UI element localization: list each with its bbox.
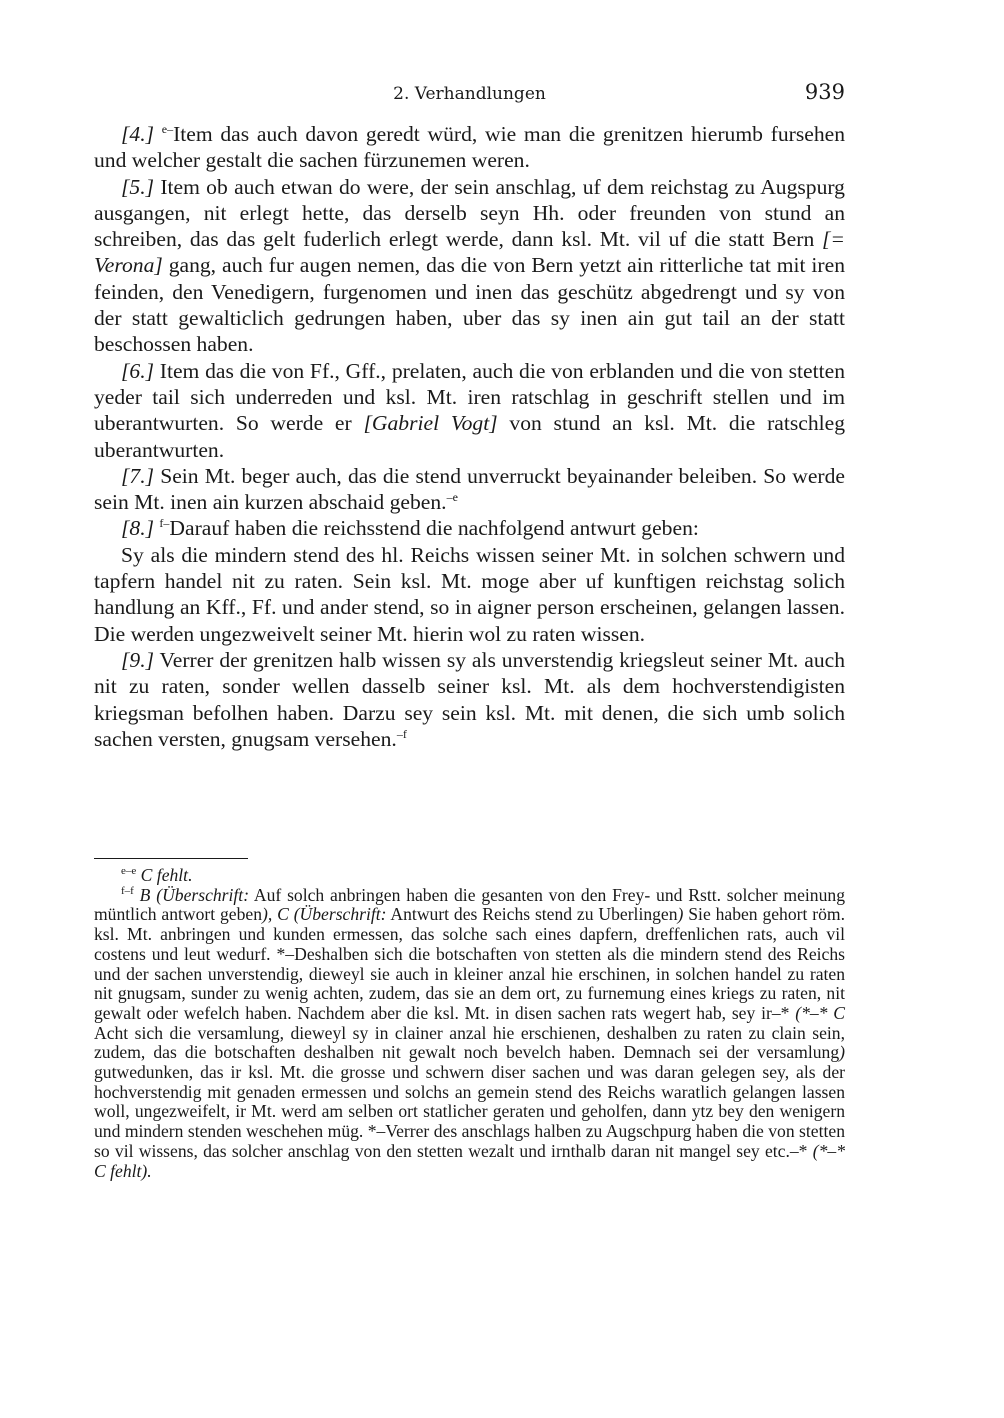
footnote-bracket: ) [839,1042,845,1063]
footnote-bracket: ) [677,904,684,925]
paragraph-text: Item das auch davon geredt würd, wie man die grenitzen hierumb fursehen und welcher gestalt die sachen fürzunemen weren. [94,122,845,173]
footnote-source: ), C (Überschrift: [262,904,387,925]
editorial-insertion: [Gabriel Vogt] [363,411,498,436]
paragraph-number: [6.] [121,358,155,383]
paragraph-4 [94,121,845,174]
variant-mark-close: –e [446,489,458,504]
paragraph-number: [9.] [121,647,155,672]
footnote-source: (*–* C fehlt). [94,1140,845,1181]
editorial-insertion: [= Verona] [94,227,845,278]
page-header [94,80,845,110]
footnote-text: Antwurt des Reichs stend zu Uberlingen [390,904,678,925]
paragraph-text: gang, auch fur augen nemen, das die von Bern yetzt ain ritterliche tat mit iren feinden, den Venedigern, furgenomen und inen das geschütz abgedrengt und sy von der statt gewalticlich gedrungen haben, uber das sy inen ain gut tail an der statt beschossen haben. [94,253,845,357]
main-text [94,121,845,752]
paragraph-6 [94,358,845,463]
footnote-source: B (Überschrift: [139,884,250,905]
footnote-text: Auf solch anbringen haben die gesanten von den Frey- und Rstt. solcher meinung müntlich antwort geben [94,884,845,925]
footnotes [94,866,845,1181]
variant-mark-open: e– [161,121,174,136]
paragraph-9 [94,647,845,752]
paragraph-text: Darauf haben die reichsstend die nachfolgend antwurt geben: [169,516,699,541]
footnote-text: Acht sich die versamlung, dieweyl sy in clainer anzal hie erschienen, deshalben zu raten zu clain sein, zudem, das die botschaften deshalben nit gewalt noch bevelch haben. Demnach sei der versamlung [94,1022,845,1063]
footnote-text: gutwedunken, das ir ksl. Mt. die grosse und schwern diser sachen und was daran gelegen sey, als der hochverstendig mit genaden ermessen und solchs an gemein stend des Reichs waratlich gelangen lassen woll, ungezweifelt, ir Mt. werd am selben ort statlicher geraten und geholfen, dann ytz bey den wenigern und mindern stenden weschehen müg. *–Verrer des anschlags halben zu Augschpurg haben die von stetten so vil wissens, das solcher anschlag von den stetten wezalt und irnthalb daran nit mangel sey etc.–* [94,1062,845,1161]
variant-mark-open: f– [159,516,170,531]
footnote-separator [94,858,248,859]
paragraph-text: Sein Mt. beger auch, das die stend unverruckt beyainander beleiben. So werde sein Mt. inen ain kurzen abschaid geben. [94,463,845,515]
paragraph-7 [94,463,845,516]
footnote-mark: f–f [121,884,134,897]
paragraph-text: Item das die von Ff., Gff., prelaten, auch die von erblanden und die von stetten yeder tail sich underreden und ksl. Mt. iren ratschlag in geschrift stellen und im uberantwurten. So werde er [94,358,845,436]
paragraph-5 [94,174,845,358]
footnote-mark: e–e [121,865,137,878]
paragraph-number: [8.] [121,516,155,541]
footnote-text: Sie haben gehort röm. ksl. Mt. anbringen und kunden ermessen, das solche sach eines dapfern, dreffenlichen rats, auch vil costens und leut wedurf. *–Deshalben sich die botschaften von stetten als die mindern stend des Reichs und der sachen unverstendig, dieweyl sie auch in kleiner anzal hie erschinen, in solchen handel zu raten nit gnugsam, sunder zu wenig achten, zudem, das sie an dem ort, zu furnemung eines kriegs zu raten, nit gewalt oder wefelch haben. Nachdem aber die ksl. Mt. in disen sachen rats wegert hab, sey ir–* [94,904,845,1023]
paragraph-text: Verrer der grenitzen halb wissen sy als unverstendig kriegsleut seiner Mt. auch nit zu raten, sonder wellen dasselb seiner ksl. Mt. als dem hochverstendigisten kriegsman befolhen haben. Darzu sey sein ksl. Mt. mit denen, die sich umb solich sachen versten, gnugsam versehen. [94,647,845,751]
variant-mark-close: –f [396,726,407,741]
footnote-source: (*–* C [795,1002,845,1023]
page-number: 939 [804,80,845,104]
footnote-f [94,886,845,1182]
paragraph-number: [5.] [121,174,155,199]
paragraph-text: Sy als die mindern stend des hl. Reichs wissen seiner Mt. in solchen schwern und tapfern handel nit zu raten. Sein ksl. Mt. moge aber uf kunftigen reichstag solich handlung an Kff., Ff. und ander stend, so in aigner person erscheinen, gelangen lassen. Die werden ungezweivelt seiner Mt. hierin wol zu raten wissen. [94,542,845,646]
paragraph-text: Item ob auch etwan do were, der sein anschlag, uf dem reichstag zu Augspurg ausgangen, nit erlegt hette, das derselb seyn Hh. oder freunden von stund an schreiben, das das gelt fuderlich erlegt werde, dann ksl. Mt. vil uf die statt Bern [94,174,845,252]
footnote-text: C fehlt. [140,865,193,885]
document-page [94,0,845,1418]
paragraph-number: [4.] [121,122,155,146]
paragraph-text: von stund an ksl. Mt. die ratschleg uberantwurten. [94,411,846,462]
paragraph-number: [7.] [121,463,155,488]
paragraph-reply [94,542,845,647]
paragraph-8 [94,515,845,541]
running-title: 2. Verhandlungen [393,84,546,104]
footnote-e [94,866,845,886]
